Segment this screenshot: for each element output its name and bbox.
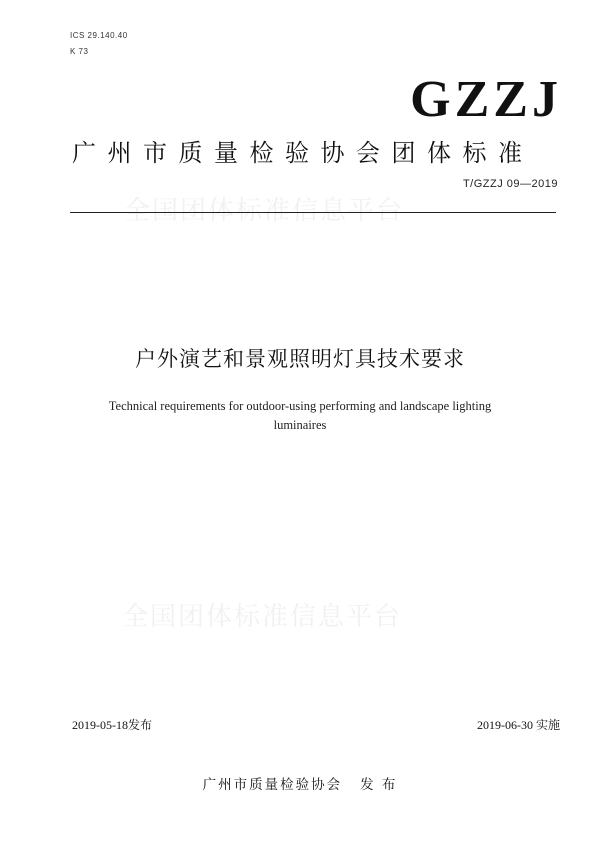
standard-number: T/GZZJ 09—2019: [462, 178, 558, 190]
issue-label: 发布: [128, 718, 153, 732]
header-rule: [70, 212, 556, 213]
document-title-zh: 户外演艺和景观照明灯具技术要求: [135, 347, 465, 371]
gzzj-logo: GZZJ: [410, 71, 562, 128]
watermark-top: 全国团体标准信息平台: [124, 196, 405, 226]
publisher-name: 广州市质量检验协会: [202, 777, 343, 793]
association-standard-title: 广州市质量检验协会团体标准: [72, 139, 534, 167]
implement-date-line: [477, 716, 560, 733]
issue-date: 2019-05-18: [72, 718, 128, 732]
publish-label: 发 布: [360, 777, 398, 793]
watermark-bottom: 全国团体标准信息平台: [122, 602, 403, 632]
implement-label: 实施: [535, 718, 560, 732]
document-title-en: [80, 397, 520, 435]
ccs-code: K 73: [70, 47, 89, 56]
document-title-en-line2: luminaires: [273, 418, 327, 432]
document-title-en-line1: Technical requirements for outdoor-using performing and landscape lighting: [108, 399, 492, 413]
publisher-line: [0, 773, 600, 793]
ics-code: ICS 29.140.40: [70, 31, 128, 40]
issue-date-line: [72, 716, 152, 733]
implement-date: 2019-06-30: [476, 718, 533, 732]
